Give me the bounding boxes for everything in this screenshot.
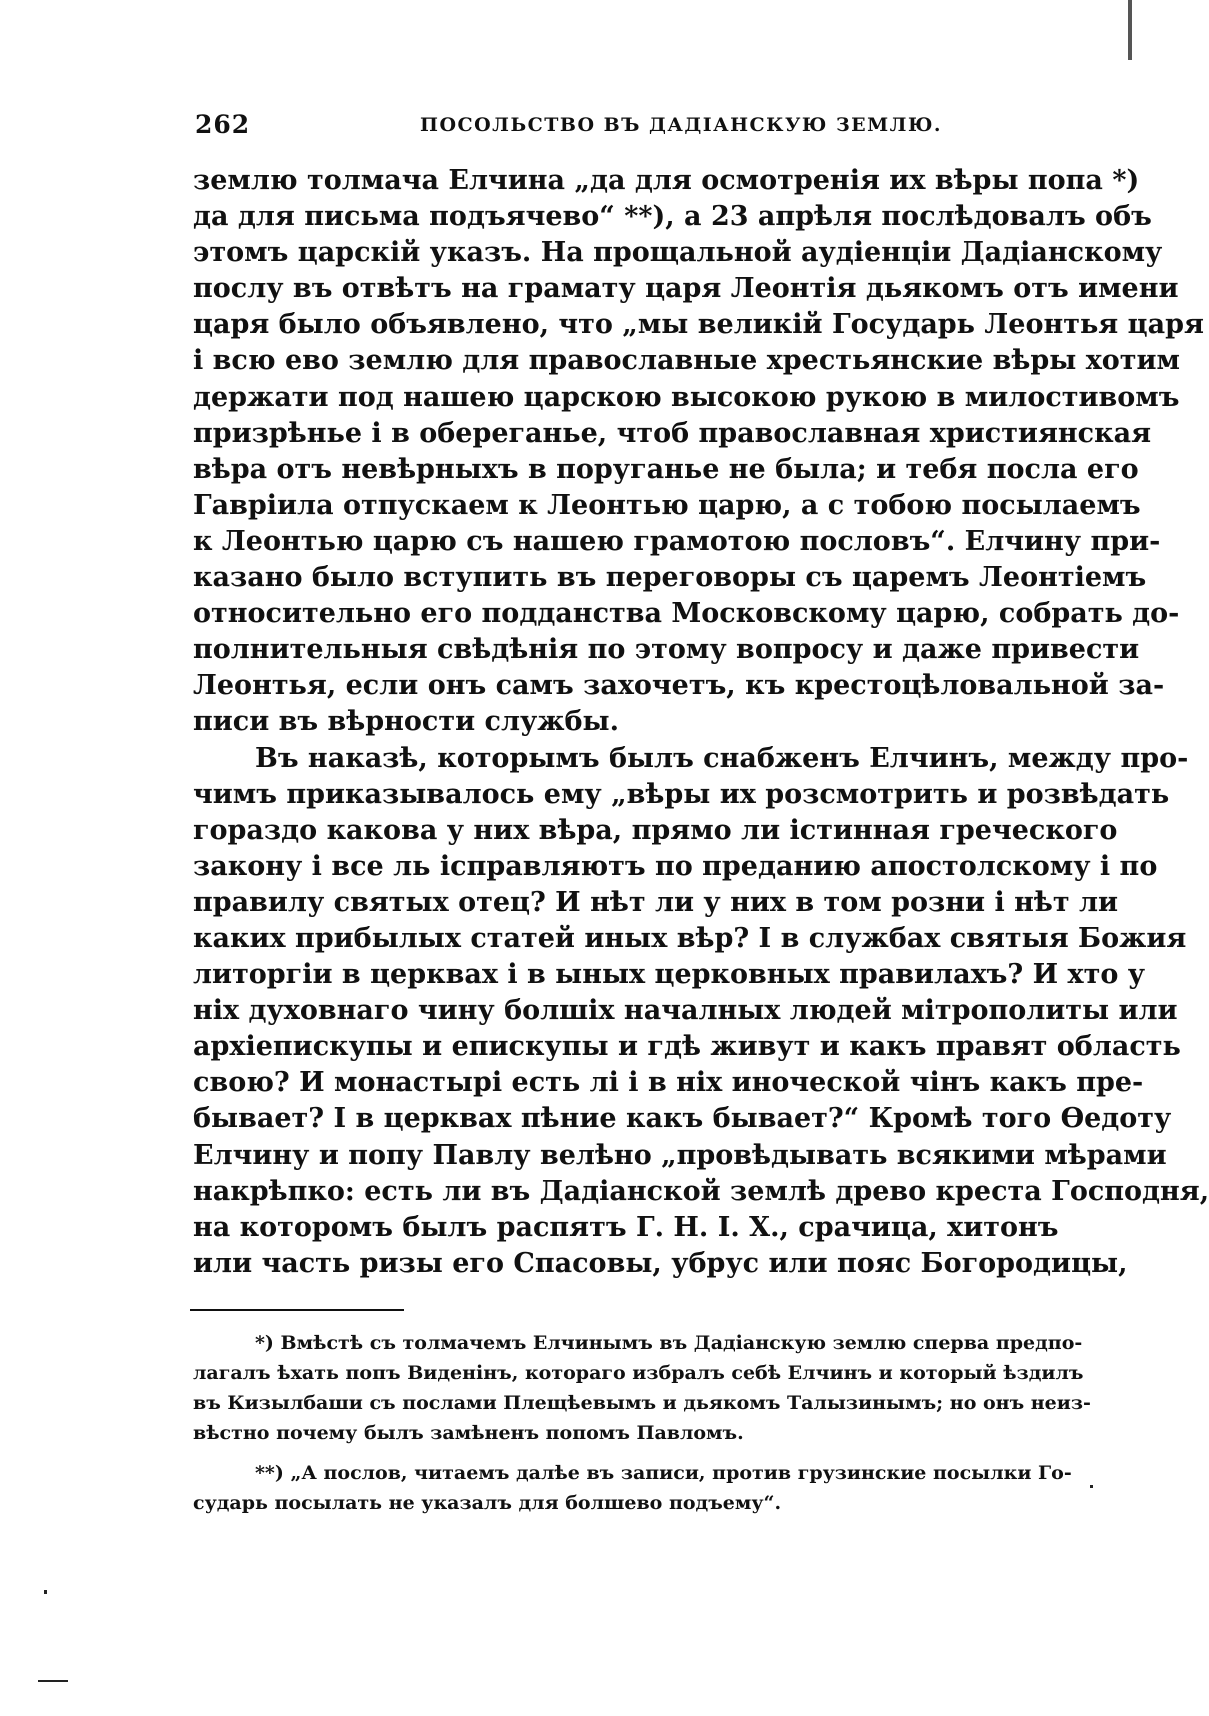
text-line: этомъ царскій указъ. На прощальной аудіенціи Дадіанскому [193,237,1163,269]
page-header [195,110,1025,150]
text-line: призрѣнье і в обереганье, чтоб православная християнская [193,417,1152,449]
text-line: к Леонтью царю съ нашею грамотою пословъ“. Елчину при- [193,525,1161,557]
footnote-line: въ Кизылбаши съ послами Плещѣевымъ и дьякомъ Талызинымъ; но онъ неиз- [193,1392,1091,1414]
text-line: закону і все ль ісправляютъ по преданию апостолскому і по [193,850,1158,882]
text-line: свою? И монастырі есть лі і в ніх иноческой чінъ какъ пре- [193,1067,1144,1099]
footnote-separator [190,1309,404,1311]
text-line: ніх духовнаго чину болшіх началных людей мітрополиты или [193,995,1178,1027]
text-line: писи въ вѣрности службы. [193,706,620,738]
paragraph-start-line: Въ наказѣ, которымъ былъ снабженъ Елчинъ, между про- [255,742,1189,774]
text-line: Елчину и попу Павлу велѣно „провѣдывать всякими мѣрами [193,1139,1167,1171]
text-line: гораздо какова у них вѣра, прямо ли істинная греческого [193,814,1118,846]
text-line: царя было объявлено, что „мы великій Государь Леонтья царя [193,309,1204,341]
footnotes [193,1328,1091,1518]
text-line: каких прибылых статей иных вѣр? І в службах святыя Божия [193,922,1187,954]
text-line: вѣра отъ невѣрныхъ в поруганье не была; и тебя посла его [193,453,1139,485]
text-line: литоргіи в церквах і в ыных церковных правилахъ? И хто у [193,959,1146,991]
text-line: на которомъ былъ распятъ Г. Н. І. Х., срачица, хитонъ [193,1211,1059,1243]
text-line: чимъ приказывалось ему „вѣры их розсмотрить и розвѣдать [193,778,1170,810]
text-line: накрѣпко: есть ли въ Дадіанской землѣ древо креста Господня, [193,1175,1209,1207]
text-line: Леонтья, если онъ самъ захочетъ, къ крестоцѣловальной за- [193,670,1165,702]
text-line: держати под нашею царскою высокою рукою в милостивомъ [193,381,1180,413]
text-line: казано было вступить въ переговоры съ царемъ Леонтіемъ [193,562,1147,594]
text-line: архіепискупы и епискупы и гдѣ живут и какъ правят область [193,1031,1181,1063]
main-text [193,163,1209,1282]
footnote-line: *) Вмѣстѣ съ толмачемъ Елчинымъ въ Дадіанскую землю сперва предпо- [255,1332,1083,1354]
running-title: ПОСОЛЬСТВО ВЪ ДАДІАНСКУЮ ЗЕМЛЮ. [420,114,943,136]
text-line: полнительныя свѣдѣнія по этому вопросу и даже привести [193,634,1140,666]
text-line: бывает? І в церквах пѣние какъ бывает?“ Кромѣ того Ѳедоту [193,1103,1172,1135]
scan-speck [44,1590,47,1594]
scan-speck [1090,1485,1093,1488]
text-line: землю толмача Елчина „да для осмотренія их вѣры попа *) [193,165,1140,196]
footnote-line: **) „А послов, читаемъ далѣе въ записи, против грузинские посылки Го- [255,1462,1072,1484]
footnote-line: сударь посылать не указалъ для болшево подъему“. [193,1492,782,1514]
text-line: относительно его подданства Московскому царю, собрать до- [193,598,1180,630]
text-line: правилу святых отец? И нѣт ли у них в том розни і нѣт ли [193,886,1119,918]
text-line: Гавріила отпускаем к Леонтью царю, а с тобою посылаемъ [193,489,1141,521]
footnote-line: вѣстно почему былъ замѣненъ попомъ Павломъ. [193,1422,744,1444]
text-line: послу въ отвѣтъ на грамату царя Леонтія дьякомъ отъ имени [193,273,1179,305]
scan-speck [38,1680,68,1682]
text-line: да для письма подъячево“ **), а 23 апрѣля послѣдовалъ объ [193,201,1152,233]
text-line: или часть ризы его Спасовы, убрус или пояс Богородицы, [193,1247,1128,1279]
text-line: і всю ево землю для православные хрестьянские вѣры хотим [193,345,1181,377]
footnote-line: лагалъ ѣхать попъ Виденінъ, котораго избралъ себѣ Елчинъ и который ѣздилъ [193,1362,1084,1384]
scan-edge-mark [1128,0,1132,60]
page-number: 262 [195,110,251,139]
